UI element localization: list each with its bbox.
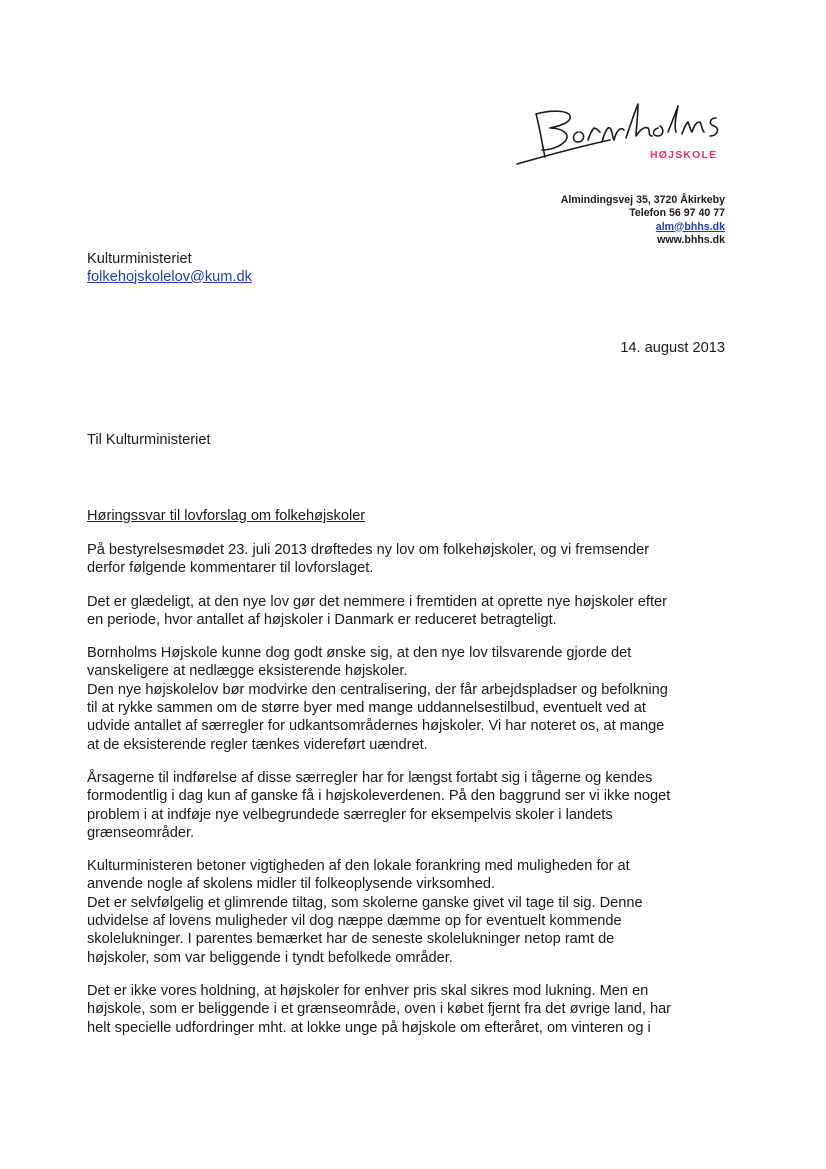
letter-body xyxy=(87,541,737,1052)
sender-email-link[interactable]: alm@bhhs.dk xyxy=(655,220,725,233)
handwritten-logo-signature xyxy=(512,96,742,176)
recipient-email-link[interactable]: folkehojskolelov@kum.dk xyxy=(87,268,252,285)
body-paragraph: Årsagerne til indførelse af disse særregler har for længst fortabt sig i tågerne og kendes formodentlig i dag kun af ganske få i højskoleverdenen. På den baggrund ser vi ikke noget problem i at indføje nye velbegrundede særregler for eksempelvis skoler i landets grænseområder. xyxy=(87,769,671,841)
sender-phone: Telefon 56 97 40 77 xyxy=(629,207,725,220)
sender-contact-block xyxy=(561,194,725,247)
body-paragraph: Det er glædeligt, at den nye lov gør det nemmere i fremtiden at oprette nye højskoler efter en periode, hvor antallet af højskoler i Danmark er reduceret betragteligt. xyxy=(87,593,667,628)
letter-greeting: Til Kulturministeriet xyxy=(87,432,211,448)
letter-subject: Høringssvar til lovforslag om folkehøjskoler xyxy=(87,508,366,524)
logo-subtitle: HØJSKOLE xyxy=(650,149,718,161)
letter-date: 14. august 2013 xyxy=(620,340,725,356)
sender-website: www.bhhs.dk xyxy=(657,233,725,246)
body-paragraph: På bestyrelsesmødet 23. juli 2013 drøftedes ny lov om folkehøjskoler, og vi fremsender derfor følgende kommentarer til lovforslaget. xyxy=(87,542,650,577)
sender-address: Almindingsvej 35, 3720 Åkirkeby xyxy=(560,194,725,206)
body-paragraph: Kulturministeren betoner vigtigheden af den lokale forankring med muligheden for at anvende nogle af skolens midler til folkeoplysende virksomhed. Det er selvfølgelig et glimrende tiltag, som skolerne ganske givet vil tage til sig. Denne udvidelse af lovens muligheder vil dog næppe dæmme op for eventuelt kommende skolelukninger. I parentes bemærket har de seneste skolelukninger netop ramt de højskoler, som var beliggende i tyndt befolkede områder. xyxy=(87,858,643,966)
recipient-name: Kulturministeriet xyxy=(87,251,192,267)
body-paragraph: Bornholms Højskole kunne dog godt ønske sig, at den nye lov tilsvarende gjorde det vanskeligere at nedlægge eksisterende højskoler. Den nye højskolelov bør modvirke den centralisering, der får arbejdspladser og befolkning til at rykke sammen om de større byer med mange uddannelsestilbud, eventuelt ved at udvide antallet af særregler for udkantsområdernes højskoler. Vi har noteret os, at mange at de eksisterende regler tænkes videreført uændret. xyxy=(87,645,668,753)
body-paragraph: Det er ikke vores holdning, at højskoler for enhver pris skal sikres mod lukning. Men en højskole, som er beliggende i et grænseområde, oven i købet fjernt fra det øvrige land, har helt specielle udfordringer mht. at lokke unge på højskole om efteråret, om vinteren og i xyxy=(87,982,672,1036)
school-logo xyxy=(512,96,742,176)
recipient-block xyxy=(87,251,252,286)
